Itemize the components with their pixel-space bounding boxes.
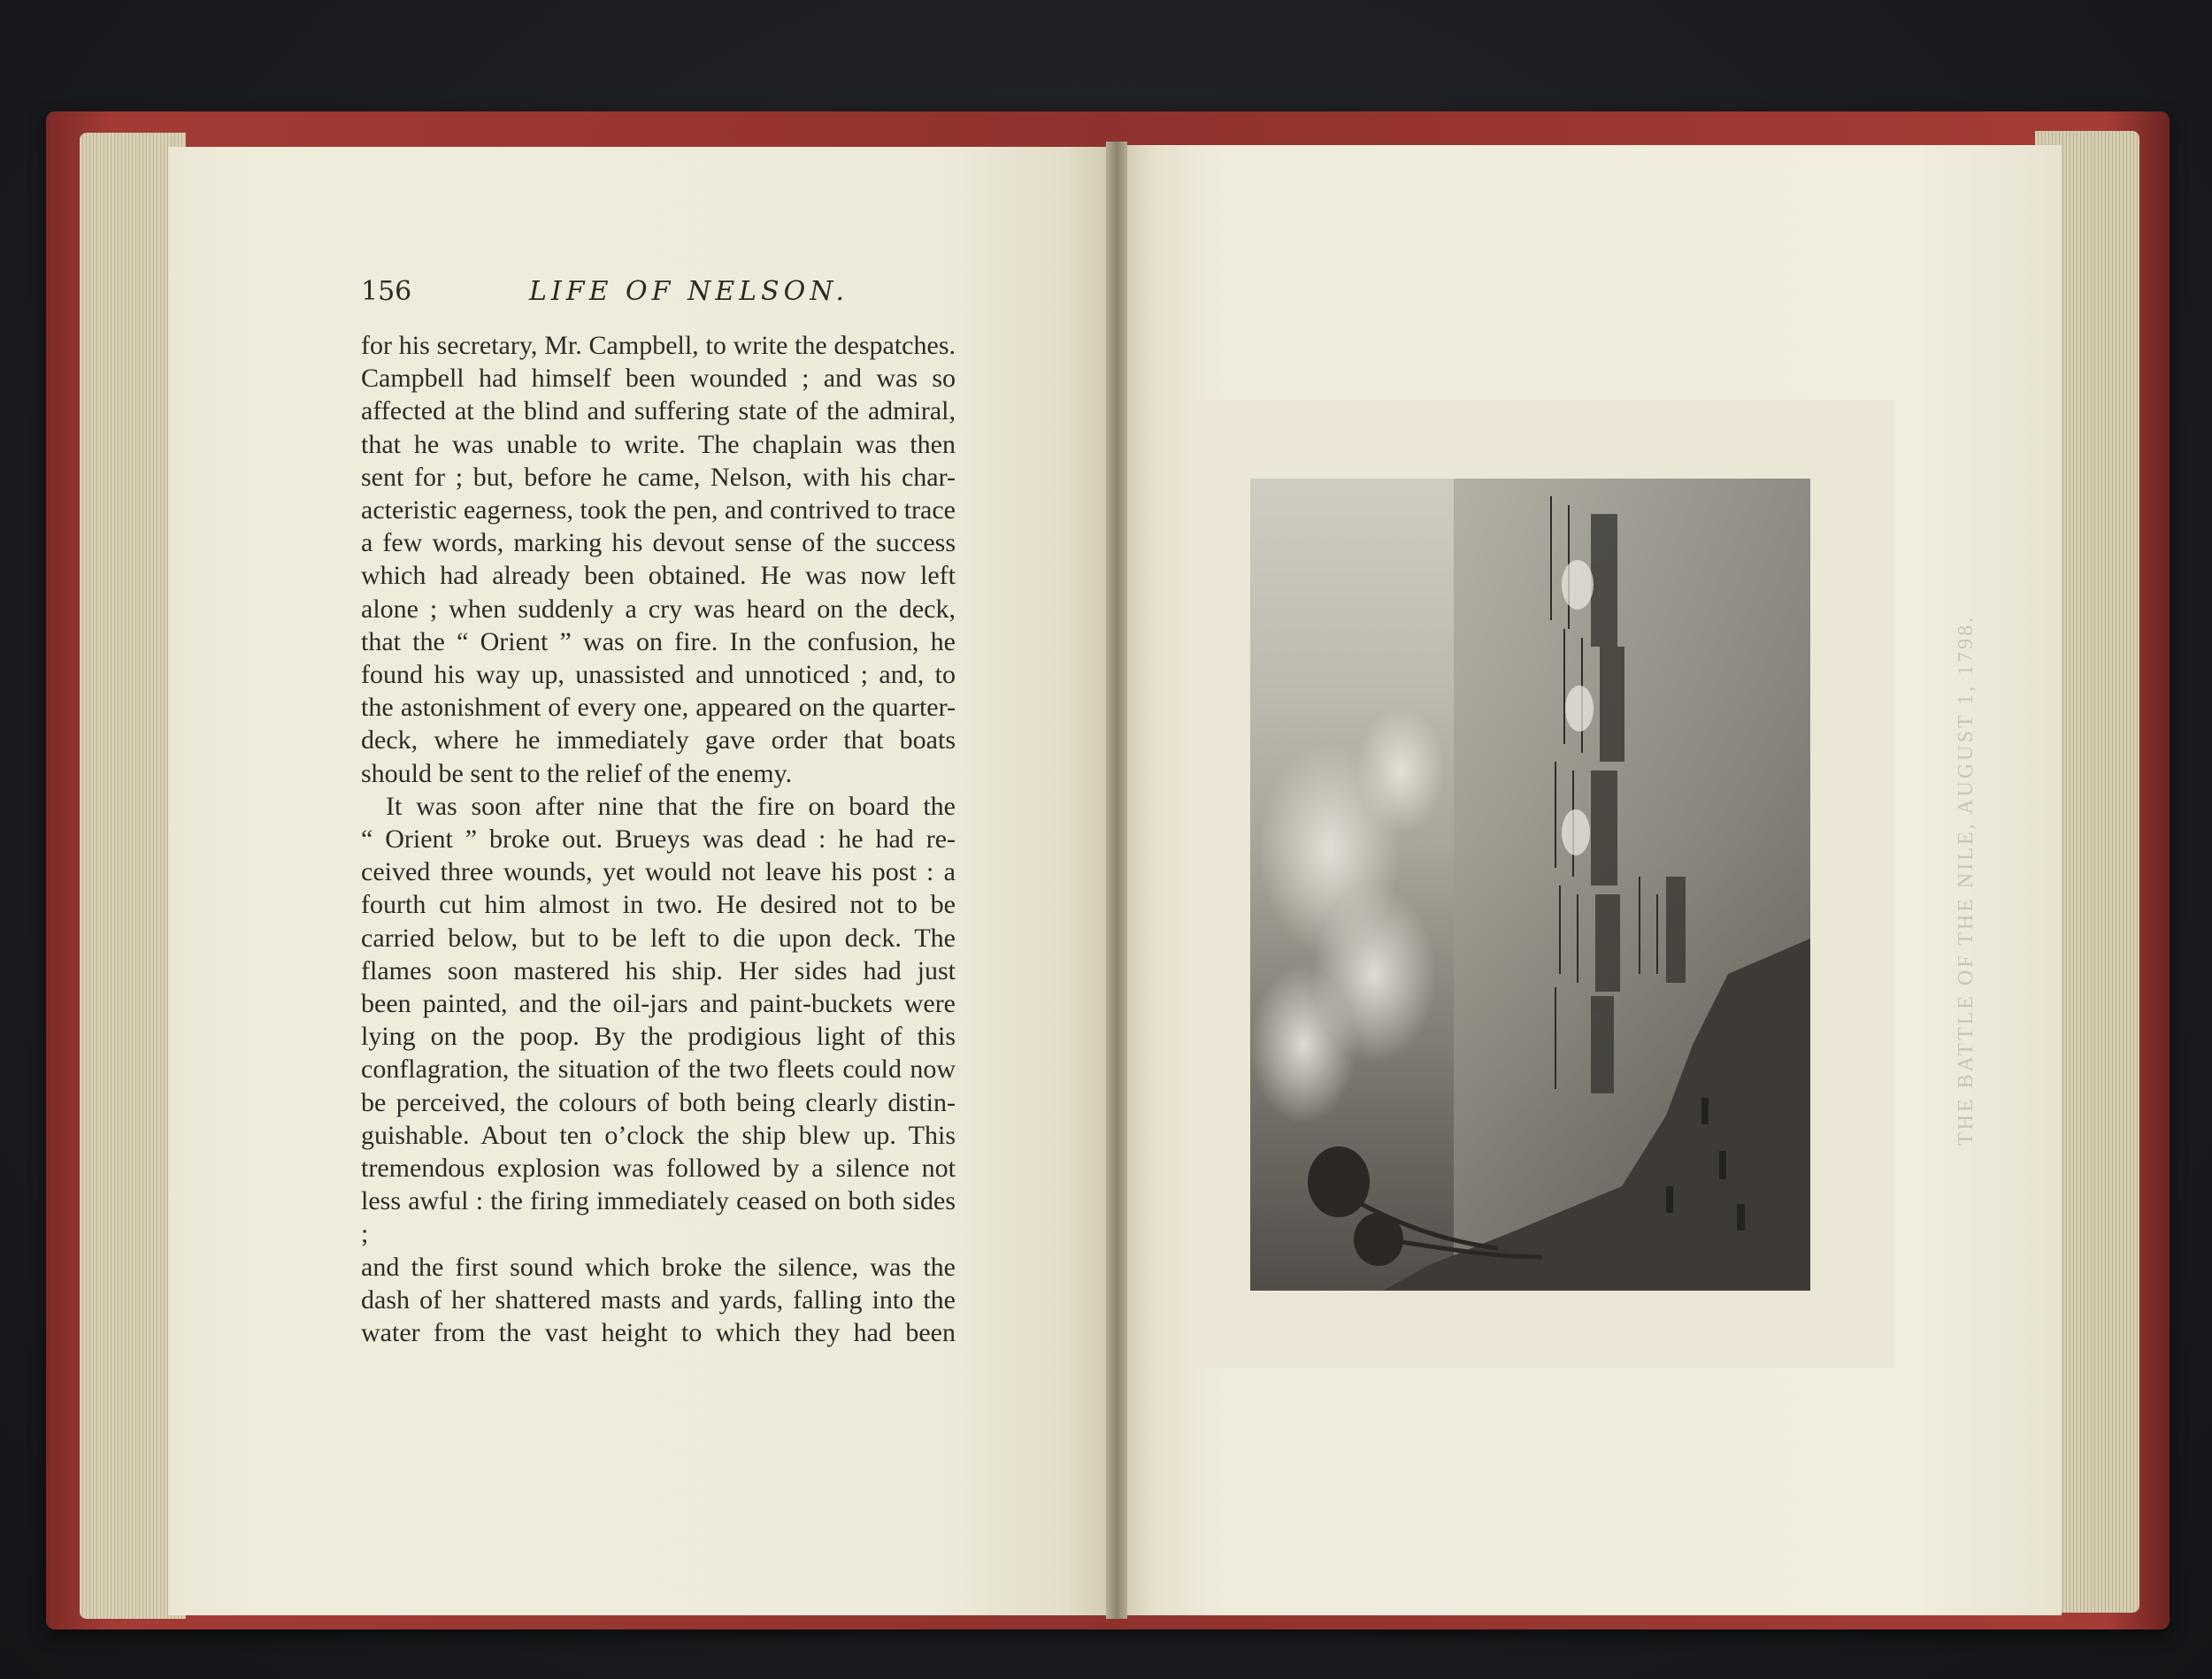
text-line: dash of her shattered masts and yards, falling into the <box>361 1284 956 1315</box>
text-line: that he was unable to write. The chaplain was then <box>361 429 956 459</box>
page-number: 156 <box>361 276 412 307</box>
text-line: guishable. About ten o’clock the ship blew up. This <box>361 1120 956 1150</box>
text-line: Campbell had himself been wounded ; and was so <box>361 364 956 394</box>
page-header <box>361 276 954 311</box>
book-gutter <box>1106 142 1127 1619</box>
text-line: ceived three wounds, yet would not leave his post : a <box>361 857 956 887</box>
engraving-plate <box>1250 479 1810 1291</box>
plate-caption: THE BATTLE OF THE NILE, AUGUST 1, 1798. <box>1955 614 1978 1146</box>
text-line: conflagration, the situation of the two fleets could now <box>361 1054 956 1085</box>
text-line: “ Orient ” broke out. Brueys was dead : he had re- <box>361 824 956 855</box>
text-line: affected at the blind and suffering state of the admiral, <box>361 396 956 426</box>
text-line: been painted, and the oil-jars and paint-buckets were <box>361 989 956 1019</box>
text-line: which had already been obtained. He was now left <box>361 561 956 591</box>
paragraph <box>361 329 956 790</box>
text-line: lying on the poop. By the prodigious light of this <box>361 1022 956 1052</box>
text-line: that the “ Orient ” was on fire. In the confusion, he <box>361 626 956 656</box>
text-line: be perceived, the colours of both being clearly distin- <box>361 1087 956 1117</box>
text-line: a few words, marking his devout sense of the success <box>361 528 956 558</box>
body-text <box>361 329 956 1349</box>
paragraph <box>361 790 956 1349</box>
text-line: less awful : the firing immediately ceased on both sides ; <box>361 1186 956 1249</box>
text-line: flames soon mastered his ship. Her sides had just <box>361 955 956 985</box>
text-line: acteristic eagerness, took the pen, and contrived to trace <box>361 495 956 525</box>
text-line: water from the vast height to which they had been <box>361 1318 956 1348</box>
text-line: deck, where he immediately gave order that boats <box>361 725 956 755</box>
text-line: should be sent to the relief of the enemy. <box>361 758 793 788</box>
text-line: alone ; when suddenly a cry was heard on the deck, <box>361 594 956 624</box>
text-line: and the first sound which broke the silence, was the <box>361 1252 956 1282</box>
text-line: fourth cut him almost in two. He desired not to be <box>361 890 956 920</box>
text-line: the astonishment of every one, appeared on the quarter- <box>361 693 956 723</box>
running-head: LIFE OF NELSON. <box>529 276 849 307</box>
text-line: found his way up, unassisted and unnoticed ; and, to <box>361 660 956 690</box>
text-line: tremendous explosion was followed by a silence not <box>361 1154 956 1184</box>
text-line: sent for ; but, before he came, Nelson, with his char- <box>361 462 956 492</box>
text-line: carried below, but to be left to die upon deck. The <box>361 923 956 953</box>
text-line: It was soon after nine that the fire on board the <box>386 791 956 821</box>
text-line: for his secretary, Mr. Campbell, to write the despatches. <box>361 331 956 360</box>
battle-engraving <box>1250 479 1810 1291</box>
